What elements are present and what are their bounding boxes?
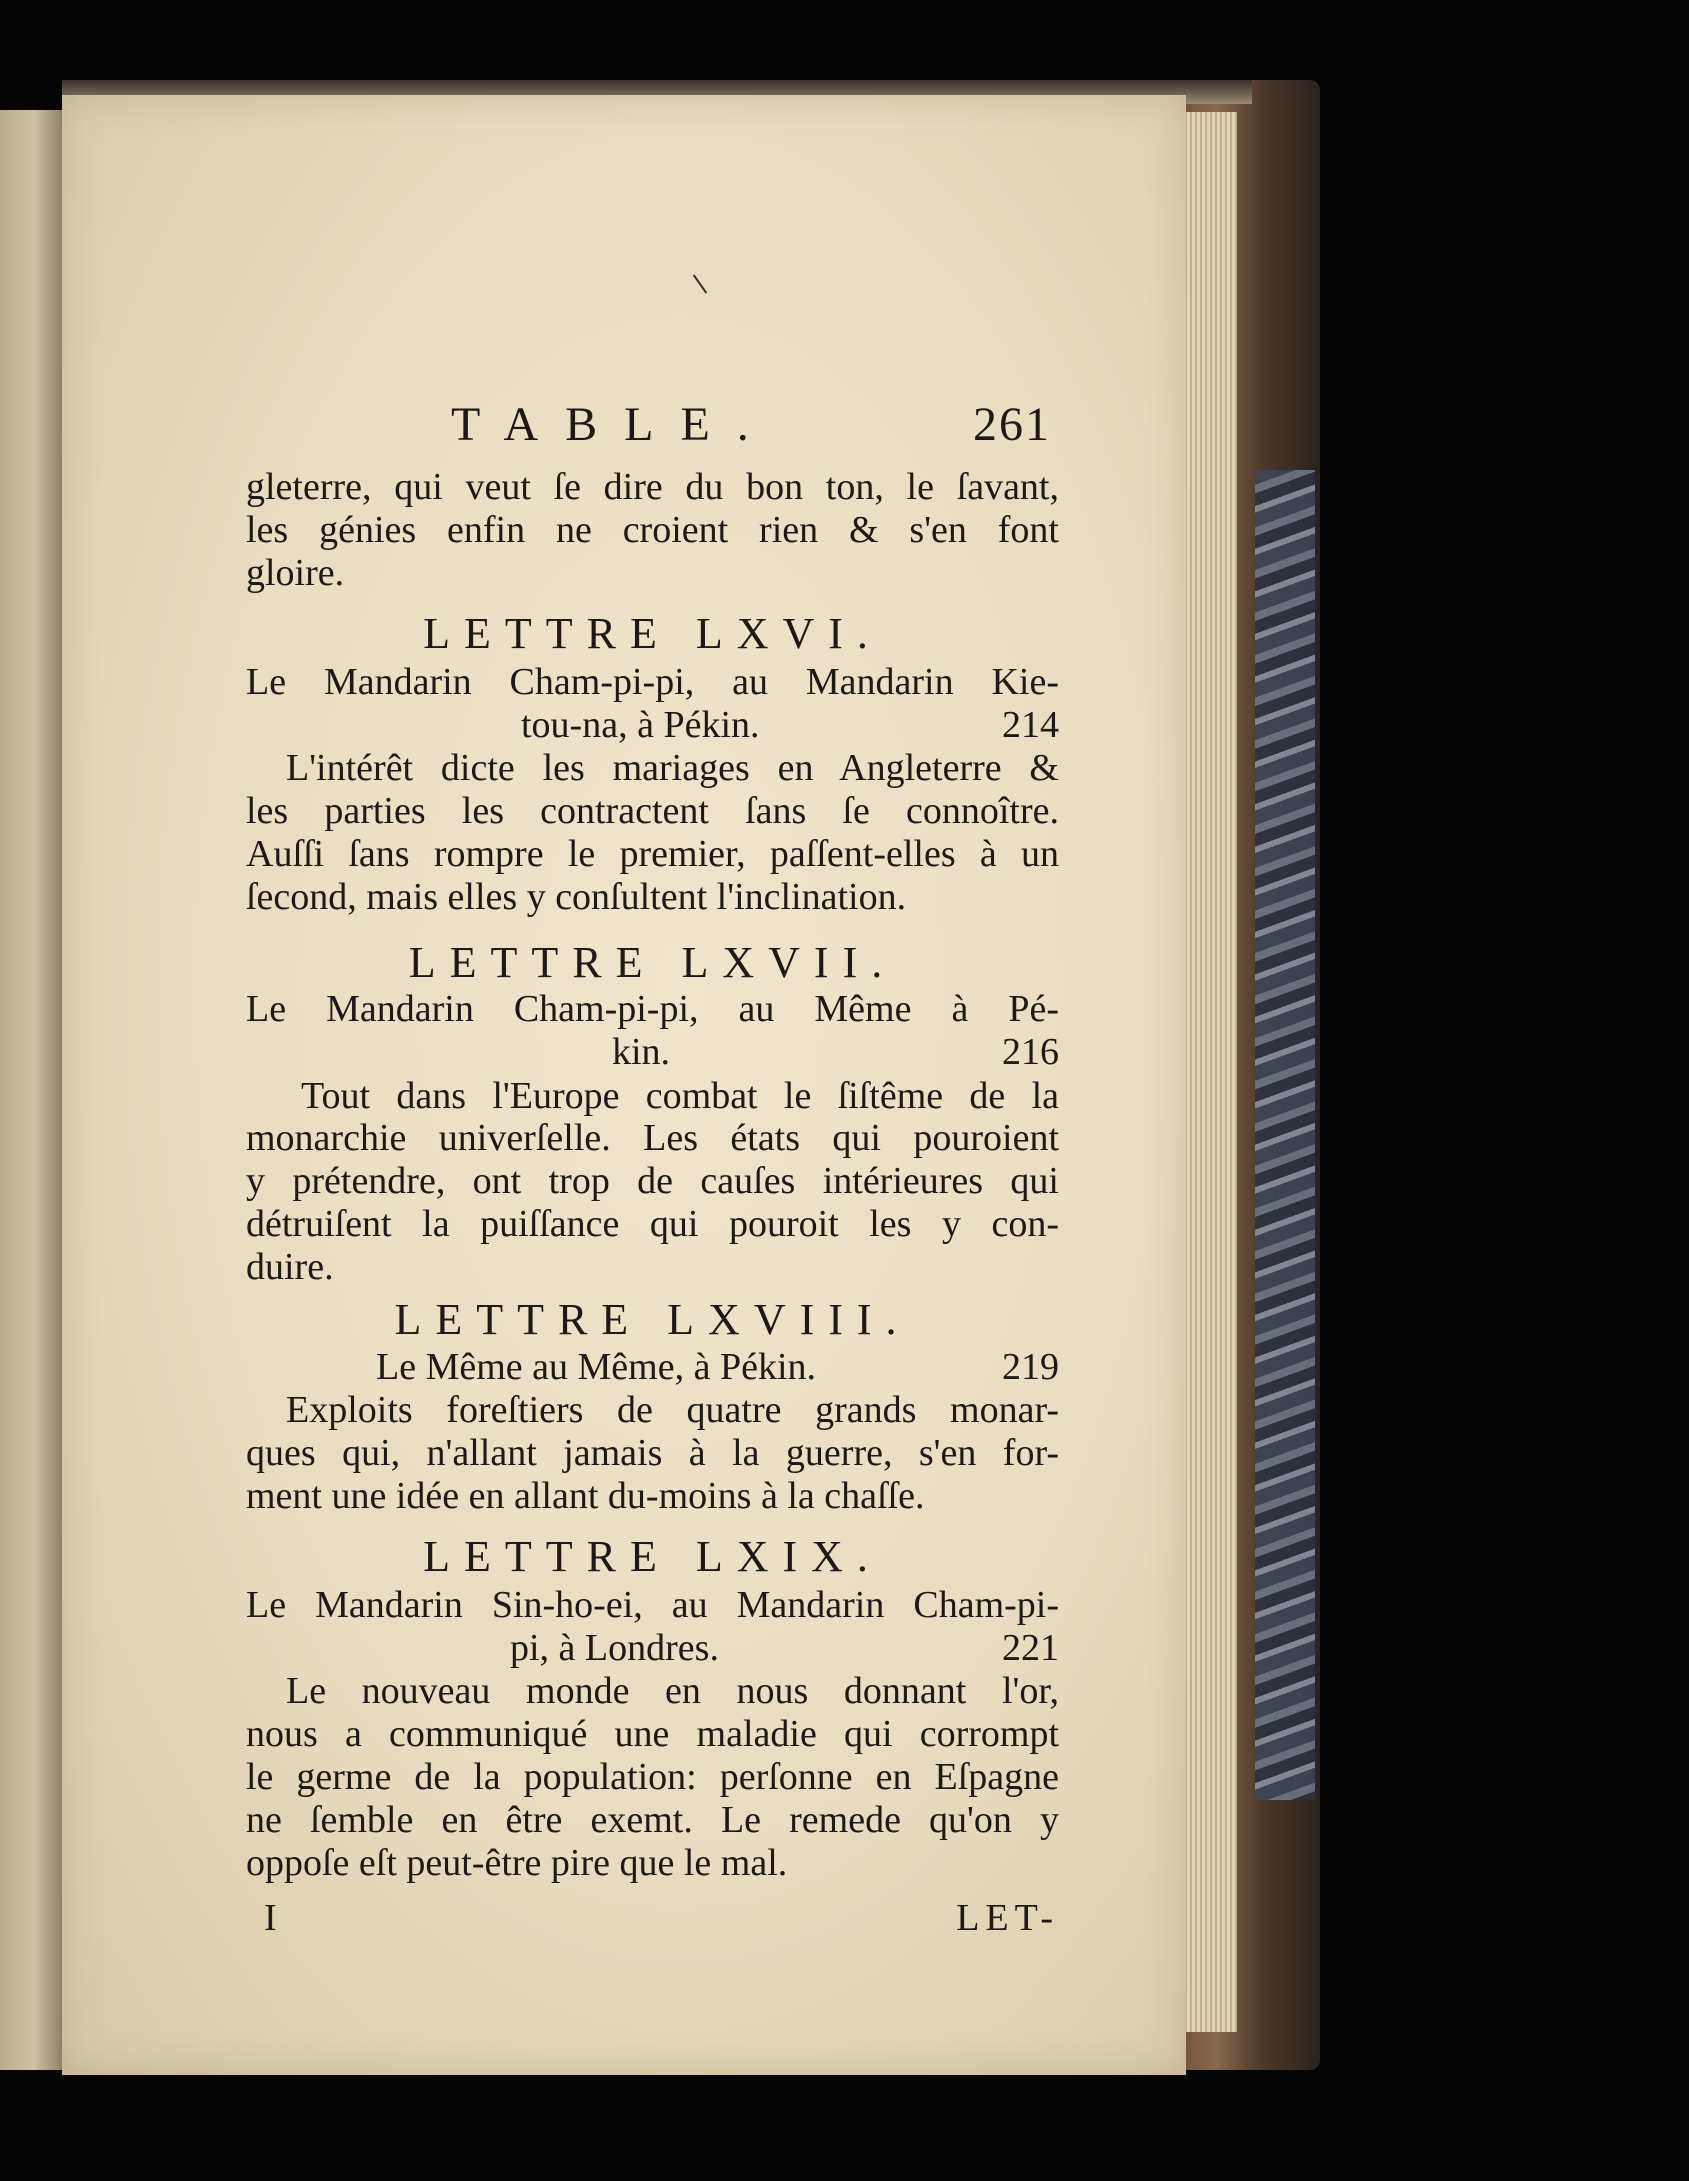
text-line: Le Mandarin Sin-ho-ei, au Mandarin Cham-pi- bbox=[246, 1584, 1059, 1626]
marbled-board bbox=[1255, 470, 1315, 1800]
page-number: 261 bbox=[973, 398, 1051, 451]
text-line: oppoſe eſt peut-être pire que le mal. bbox=[246, 1842, 788, 1884]
letter-heading: LETTRE LXVIII. bbox=[394, 1295, 911, 1344]
catchword: LET- bbox=[956, 1897, 1059, 1939]
text-line: ne ſemble en être exemt. Le remede qu'on y bbox=[246, 1799, 1059, 1841]
text-line: Le Mandarin Cham-pi-pi, au Même à Pé- bbox=[246, 988, 1059, 1030]
text-line: Auſſi ſans rompre le premier, paſſent-elles à un bbox=[246, 833, 1059, 875]
text-line: kin. bbox=[612, 1031, 671, 1073]
page-reference: 216 bbox=[1002, 1031, 1059, 1073]
signature-mark: I bbox=[264, 1897, 277, 1939]
text-line: les parties les contractent ſans ſe connoître. bbox=[246, 790, 1059, 832]
running-header-title: TABLE. bbox=[451, 398, 776, 451]
text-line: Le Mandarin Cham-pi-pi, au Mandarin Kie- bbox=[246, 661, 1059, 703]
letter-heading: LETTRE LXVI. bbox=[423, 609, 882, 658]
text-line: les génies enfin ne croient rien & s'en font bbox=[246, 509, 1059, 551]
text-line: ment une idée en allant du-moins à la chaſſe. bbox=[246, 1475, 925, 1517]
letter-heading: LETTRE LXIX. bbox=[423, 1532, 882, 1581]
text-line: y prétendre, ont trop de cauſes intérieures qui bbox=[246, 1160, 1059, 1202]
text-line: duire. bbox=[246, 1246, 334, 1288]
text-line: détruiſent la puiſſance qui pouroit les y con- bbox=[246, 1203, 1059, 1245]
text-line: L'intérêt dicte les mariages en Angleterre & bbox=[286, 747, 1059, 789]
text-line: ques qui, n'allant jamais à la guerre, s'en for- bbox=[246, 1432, 1059, 1474]
running-header bbox=[246, 397, 1059, 457]
text-line: Tout dans l'Europe combat le ſiſtême de la bbox=[301, 1075, 1059, 1117]
text-line: Le Même au Même, à Pékin. bbox=[376, 1346, 817, 1388]
left-page-edge bbox=[0, 110, 64, 2070]
text-line: nous a communiqué une maladie qui corrompt bbox=[246, 1713, 1059, 1755]
stray-ink-mark bbox=[693, 274, 707, 293]
text-line: le germe de la population: perſonne en Eſpagne bbox=[246, 1756, 1059, 1798]
text-line: gloire. bbox=[246, 552, 345, 594]
text-line: pi, à Londres. bbox=[510, 1627, 719, 1669]
text-line: tou-na, à Pékin. bbox=[521, 704, 760, 746]
page-reference: 219 bbox=[1002, 1346, 1059, 1388]
text-line: ſecond, mais elles y conſultent l'inclination. bbox=[246, 876, 907, 918]
text-line: Le nouveau monde en nous donnant l'or, bbox=[286, 1670, 1059, 1712]
book-page bbox=[62, 95, 1186, 2075]
page-reference: 221 bbox=[1002, 1627, 1059, 1669]
text-line: gleterre, qui veut ſe dire du bon ton, le ſavant, bbox=[246, 466, 1059, 508]
text-line: Exploits foreſtiers de quatre grands monar- bbox=[286, 1389, 1059, 1431]
letter-heading: LETTRE LXVII. bbox=[408, 938, 897, 987]
page-edges bbox=[1180, 112, 1237, 2032]
text-line: monarchie univerſelle. Les états qui pouroient bbox=[246, 1117, 1059, 1159]
page-reference: 214 bbox=[1002, 704, 1059, 746]
